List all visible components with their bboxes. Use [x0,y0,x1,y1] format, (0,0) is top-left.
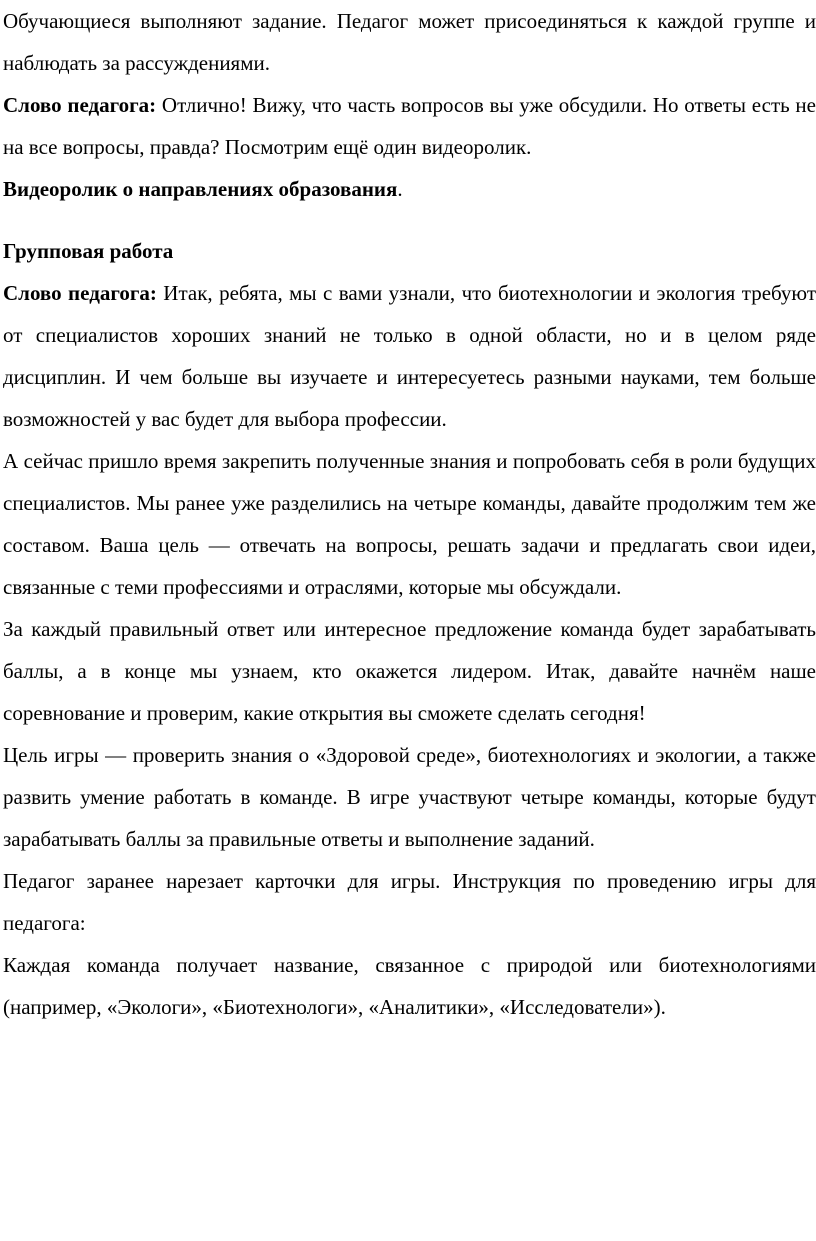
video-title-period: . [397,177,403,201]
paragraph-team-names: Каждая команда получает название, связанное с природой или биотехнологиями (например, «Экологи», «Биотехнологи», «Аналитики», «Исследователи»). [3,953,816,1019]
paragraph-video [3,168,816,210]
paragraph-points: За каждый правильный ответ или интересное предложение команда будет зарабатывать баллы, а в конце мы узнаем, кто окажется лидером. Итак, давайте начнём наше соревнование и проверим, какие открытия вы сможете сделать сегодня! [3,617,816,725]
teacher-word-label: Слово педагога: [3,93,157,117]
paragraph-game-goal: Цель игры — проверить знания о «Здоровой среде», биотехнологиях и экологии, а также развить умение работать в команде. В игре участвуют четыре команды, которые будут зарабатывать баллы за правильные ответы и выполнение заданий. [3,743,816,851]
paragraph-intro: Обучающиеся выполняют задание. Педагог может присоединяться к каждой группе и наблюдать за рассуждениями. [3,9,816,75]
paragraph-cards: Педагог заранее нарезает карточки для игры. Инструкция по проведению игры для педагога: [3,869,816,935]
paragraph-teacher-word-2 [3,272,816,440]
video-title: Видеоролик о направлениях образования [3,177,398,201]
teacher-word-text: Итак, ребята, мы с вами узнали, что биотехнологии и экология требуют от специалистов хороших знаний не только в одной области, но и в целом ряде дисциплин. И чем больше вы изучаете и интересуетесь разными науками, тем больше возможностей у вас будет для выбора профессии. [3,281,816,431]
spacer [3,210,816,230]
section-heading: Групповая работа [3,239,174,263]
paragraph-teacher-word-1 [3,84,816,168]
paragraph-teams: А сейчас пришло время закрепить полученные знания и попробовать себя в роли будущих специалистов. Мы ранее уже разделились на четыре команды, давайте продолжим тем же составом. Ваша цель — отвечать на вопросы, решать задачи и предлагать свои идеи, связанные с теми профессиями и отраслями, которые мы обсуждали. [3,449,816,599]
teacher-word-label: Слово педагога: [3,281,157,305]
teacher-word-text: Отлично! Вижу, что часть вопросов вы уже обсудили. Но ответы есть не на все вопросы, правда? Посмотрим ещё один видеоролик. [3,93,816,159]
